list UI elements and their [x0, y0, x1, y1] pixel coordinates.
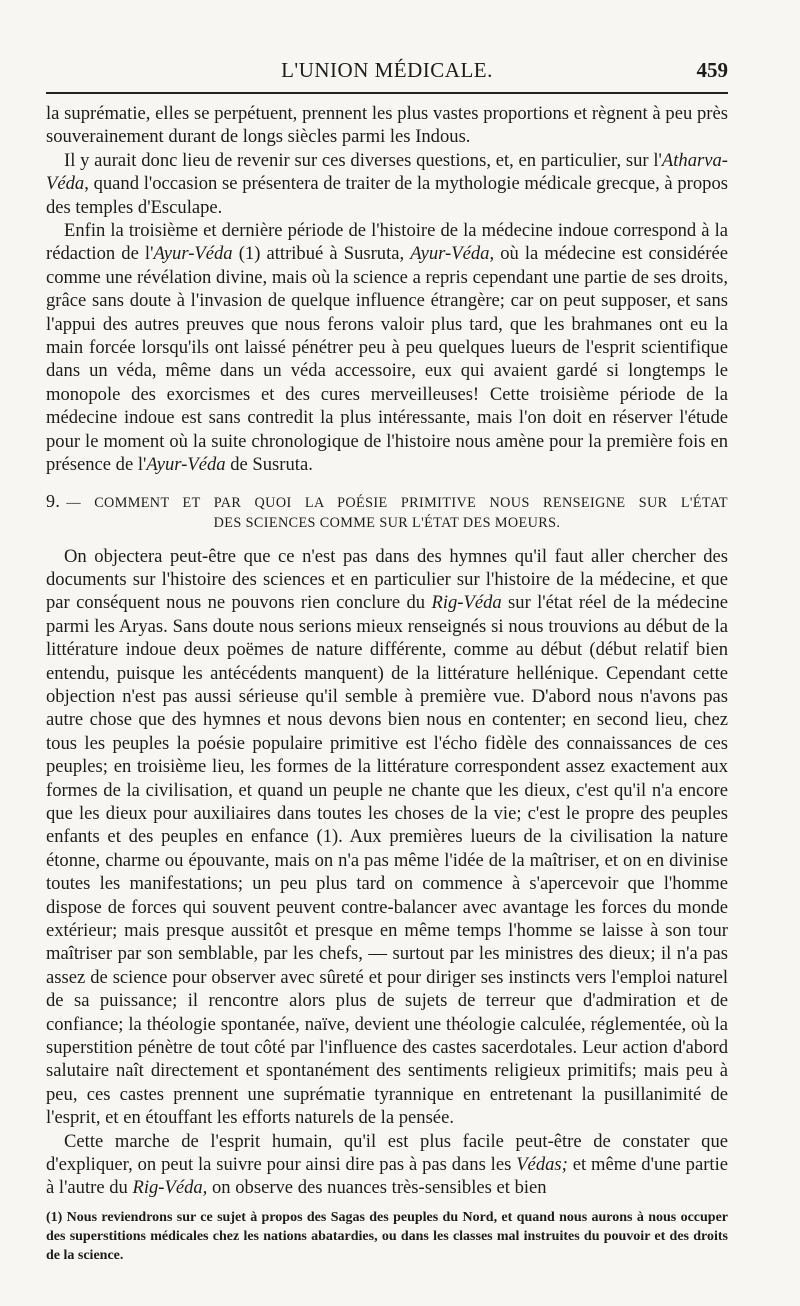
italic-term: Ayur-Véda: [410, 243, 490, 265]
paragraph-text: , où la médecine est considérée comme une révélation divine, mais où la science a repris cependant une partie de ses droits, grâce sans doute à l'invasion de quelque influence étrangère; car on peut supposer, et sans l'appui des autres preuves que nous ferons valoir plus tard, que les brahmanes ont eu la main forcée lorsqu'ils ont laissé pénétrer peu à peu quelques lueurs de l'esprit scientifique dans un véda, même dans un véda accessoire, eux qui avaient gardé si longtemps le monopole des exorcismes et des cures merveilleuses! Cette troisième période de la médecine indoue est sans contredit la plus intéressante, mais l'on doit en réserver l'étude pour le moment où la suite chronologique de l'histoire nous amène pour la première fois en présence de l': [46, 243, 728, 476]
paragraph-text: sur l'état réel de la médecine parmi les Aryas. Sans doute nous serions mieux renseignés si nous trouvions au début de la littérature indoue deux poëmes de nature différente, comme au début (début relatif bien entendu, puisque les antécédents manquent) de la littérature hellénique. Cependant cette objection n'est pas aussi sérieuse qu'il semble à première vue. D'abord nous n'avons pas autre chose que des hymnes et nous devons bien nous en contenter; en second lieu, chez tous les peuples la poésie populaire primitive est l'écho fidèle des connaissances de ces peuples; en troisième lieu, les formes de la littérature correspondent assez exactement aux formes de la civilisation, et quand un peuple ne chante que les dieux, c'est qu'il n'a encore que les dieux pour auxiliaires dans toutes les choses de la vie; c'est le propre des peuples enfants et des peuples en enfance (1). Aux premières lueurs de la civilisation la nature étonne, charme ou épouvante, mais on n'a pas même l'idée de la maîtriser, et on en divinise toutes les manifestations; un peu plus tard on commence à s'apercevoir que l'homme dispose de forces qui souvent peuvent contre-balancer avec avantage les forces du monde extérieur; mais presque aussitôt et presque en même temps l'homme se laisse à son tour maîtriser par son semblable, par les chefs, — surtout par les ministres des dieux; il n'a pas assez de science pour observer avec sûreté et pour diriger ses instincts vers l'emploi naturel de sa puissance; il rencontre alors plus de sujets de terreur que d'admiration et de confiance; la théologie spontanée, naïve, devient une théologie calculée, réglementée, où la superstition pénètre de tout côté par l'influence des castes sacerdotales. Leur action d'abord salutaire naît directement et spontanément des sentiments religieux primitifs; mais peu à peu, ces castes prennent une suprématie tyrannique en entretenant la pusillanimité de l'esprit, et en étouffant les efforts naturels de la pensée.: [46, 592, 728, 1129]
paragraph-text: Enfin la troisième et dernière période de l'histoire de la médecine indoue correspond à la rédaction de l': [46, 220, 728, 265]
paragraph-5: [46, 1130, 728, 1200]
paragraph-4: [46, 545, 728, 1130]
paragraph-text: (1) attribué à Susruta,: [232, 243, 411, 265]
page-number: 459: [696, 58, 728, 82]
paragraph-1: [46, 102, 728, 149]
section-title: — COMMENT ET PAR QUOI LA POÉSIE PRIMITIVE NOUS RENSEIGNE SUR L'ÉTAT: [66, 494, 728, 511]
paragraph-text: , quand l'occasion se présentera de traiter de la mythologie médicale grecque, à propos des temples d'Esculape.: [46, 173, 728, 218]
body-text: [46, 102, 728, 1200]
paragraph-2: [46, 149, 728, 219]
paragraph-text: on observe des nuances très-sensibles et bien: [207, 1177, 547, 1199]
paragraph-text: de Susruta.: [225, 454, 313, 476]
italic-term: Ayur-Véda: [153, 243, 233, 265]
section-number: 9.: [46, 490, 61, 511]
paragraph-3: [46, 219, 728, 476]
footnote-1: (1) Nous reviendrons sur ce sujet à propos des Sagas des peuples du Nord, et quand nous aurons à nous occuper des superstitions médicales chez les nations abatardies, ou dans les classes mal instruites du pouvoir et des droits de la science.: [46, 1210, 728, 1263]
running-head: [46, 52, 728, 86]
section-heading-line-1: [46, 491, 728, 513]
italic-term: Ayur-Véda: [146, 454, 226, 476]
section-heading: [46, 491, 728, 533]
italic-term: Rig-Véda: [431, 592, 502, 614]
paragraph-text: et même d'une partie à l'autre du: [46, 1154, 728, 1199]
footnotes: [46, 1208, 728, 1265]
italic-term: Rig-Véda,: [132, 1177, 208, 1199]
paragraph-text: la suprématie, elles se perpétuent, prennent les plus vastes proportions et règnent à peu près souverainement durant de longs siècles parmi les Indous.: [46, 103, 728, 148]
paragraph-text: Il y aurait donc lieu de revenir sur ces diverses questions, et, en particulier, sur l': [64, 149, 662, 171]
paragraph-text: On objectera peut-être que ce n'est pas dans des hymnes qu'il faut aller chercher des documents sur l'histoire des sciences et en particulier sur l'histoire de la médecine, et que par conséquent nous ne pouvons rien conclure du: [46, 545, 728, 614]
italic-term: Atharva-Véda: [46, 149, 728, 195]
running-title: L'UNION MÉDICALE.: [281, 58, 493, 82]
section-heading-line-2: DES SCIENCES COMME SUR L'ÉTAT DES MOEURS.: [213, 514, 561, 531]
header-rule: [46, 92, 728, 94]
italic-term: Védas;: [516, 1154, 568, 1176]
paragraph-text: Cette marche de l'esprit humain, qu'il est plus facile peut-être de constater que d'expliquer, on peut la suivre pour ainsi dire pas à pas dans les: [46, 1130, 728, 1176]
